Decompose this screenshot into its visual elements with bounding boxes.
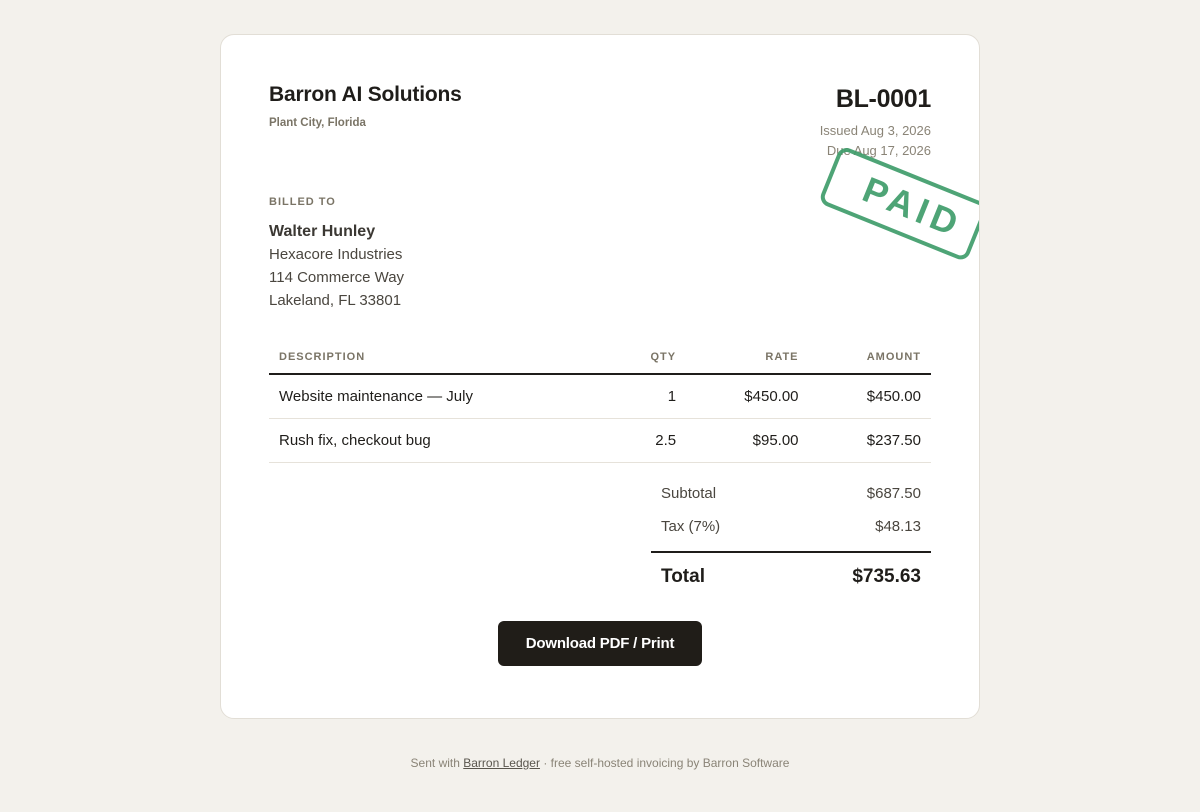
- row-qty: 1: [640, 374, 686, 418]
- company-location: Plant City, Florida: [269, 117, 366, 129]
- row-qty: 2.5: [640, 418, 686, 462]
- tax-row: [651, 510, 931, 543]
- client-block: [269, 220, 404, 312]
- client-address-line2: Lakeland, FL 33801: [269, 292, 402, 309]
- total-row: [651, 551, 931, 601]
- row-rate: $450.00: [686, 374, 808, 418]
- table-row: [269, 374, 931, 418]
- tax-value: $48.13: [875, 518, 921, 535]
- barron-ledger-link[interactable]: Barron Ledger: [463, 756, 540, 770]
- due-date: Due Aug 17, 2026: [826, 143, 931, 158]
- company-name: Barron AI Solutions: [269, 83, 462, 106]
- total-label: Total: [661, 566, 705, 587]
- client-company: Hexacore Industries: [269, 246, 403, 263]
- footer-suffix: · free self-hosted invoicing by Barron Software: [543, 756, 790, 770]
- tax-label: Tax (7%): [661, 518, 721, 535]
- paid-stamp: PAID: [818, 145, 980, 262]
- footer: [0, 756, 1200, 770]
- header-rate: RATE: [686, 341, 808, 374]
- row-amount: $450.00: [809, 374, 931, 418]
- totals-block: [651, 477, 931, 601]
- billed-to-label: BILLED TO: [269, 196, 336, 208]
- table-row: [269, 418, 931, 462]
- header-description: DESCRIPTION: [269, 341, 640, 374]
- download-pdf-button[interactable]: Download PDF / Print: [498, 621, 702, 666]
- subtotal-label: Subtotal: [661, 485, 717, 502]
- issued-date: Issued Aug 3, 2026: [819, 123, 931, 138]
- footer-prefix: Sent with: [410, 756, 460, 770]
- row-rate: $95.00: [686, 418, 808, 462]
- client-name: Walter Hunley: [269, 223, 376, 240]
- row-amount: $237.50: [809, 418, 931, 462]
- subtotal-row: [651, 477, 931, 510]
- header-qty: QTY: [640, 341, 686, 374]
- line-items-table: [269, 341, 931, 463]
- table-header-row: [269, 341, 931, 374]
- invoice-number: BL-0001: [835, 85, 931, 113]
- row-description: Website maintenance — July: [269, 374, 640, 418]
- header-amount: AMOUNT: [809, 341, 931, 374]
- subtotal-value: $687.50: [866, 485, 921, 502]
- invoice-card: [220, 34, 980, 719]
- row-description: Rush fix, checkout bug: [269, 418, 640, 462]
- client-address-line1: 114 Commerce Way: [269, 269, 405, 286]
- total-value: $735.63: [852, 566, 921, 587]
